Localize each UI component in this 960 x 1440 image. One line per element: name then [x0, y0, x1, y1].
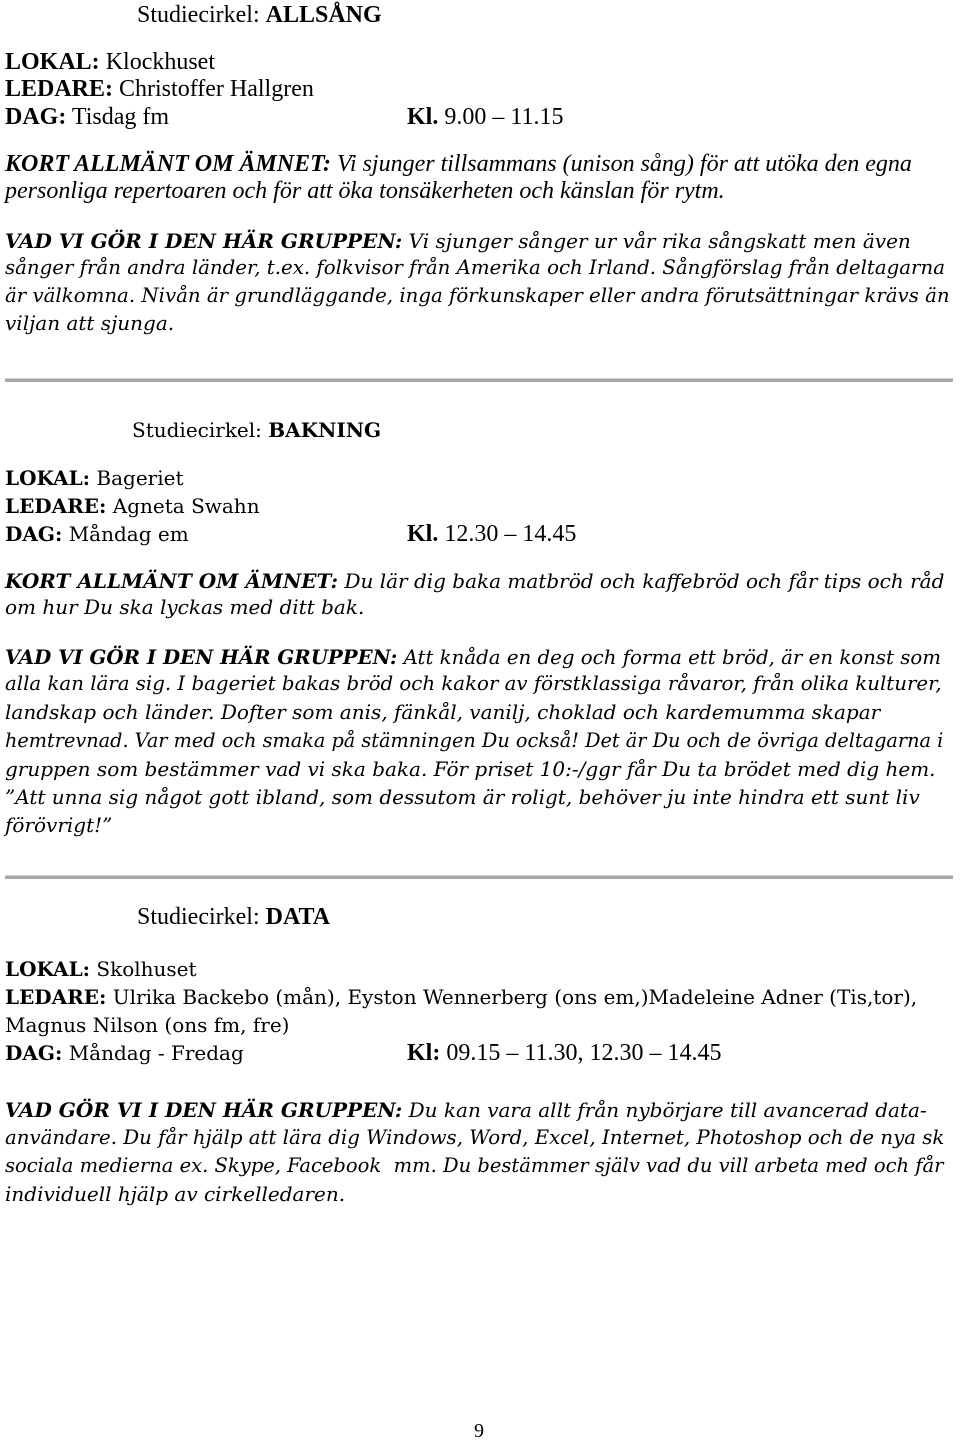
allsang-tid	[407, 103, 563, 131]
tid-label: Kl.	[407, 104, 439, 130]
vad-text: Du kan vara allt från nybörjare till avancerad data-	[408, 1098, 927, 1122]
allsang-vad-line: viljan att sjunga.	[5, 311, 175, 335]
data-tid	[407, 1039, 721, 1067]
allsang-vad-line: sånger från andra länder, t.ex. folkvisor från Amerika och Irland. Sångförslag från deltagarna	[5, 256, 945, 279]
data-ledare-line: Magnus Nilson (ons fm, fre)	[5, 1013, 290, 1037]
kort-label: KORT ALLMÄNT OM ÄMNET:	[5, 569, 339, 593]
allsang-lokal	[5, 48, 215, 76]
data-dag	[5, 1039, 244, 1067]
data-ledare	[5, 983, 917, 1011]
data-lokal	[5, 955, 197, 983]
ledare-label: LEDARE:	[5, 985, 107, 1009]
section-divider	[5, 378, 953, 382]
dag-label: DAG:	[5, 104, 67, 130]
data-vad-line: sociala medierna ex. Skype, Facebook mm. Du bestämmer själv vad du vill arbeta med och får	[5, 1154, 944, 1177]
data-vad-line: individuell hjälp av cirkelledaren.	[5, 1182, 346, 1206]
bakning-kort-line: om hur Du ska lyckas med ditt bak.	[5, 595, 365, 619]
tid-value: 09.15 – 11.30, 12.30 – 14.45	[446, 1040, 722, 1066]
tid-label: Kl:	[407, 1040, 441, 1066]
bakning-dag	[5, 520, 189, 548]
dag-label: DAG:	[5, 522, 63, 546]
bakning-vad-line: hemtrevnad. Var med och smaka på stämningen Du också! Det är Du och de övriga deltagarna i	[5, 729, 944, 752]
vad-label: VAD VI GÖR I DEN HÄR GRUPPEN:	[5, 229, 403, 253]
bakning-tid	[407, 520, 576, 548]
data-vad-line	[5, 1096, 927, 1124]
kort-text: Du lär dig baka matbröd och kaffebröd och får tips och råd	[344, 569, 945, 593]
bakning-vad-line: landskap och länder. Dofter som anis, fänkål, vanilj, choklad och kardemumma skapar	[5, 700, 881, 724]
ledare-label: LEDARE:	[5, 76, 114, 102]
allsang-kort-line	[5, 150, 912, 178]
ledare-value: Ulrika Backebo (mån), Eyston Wennerberg (ons em,)Madeleine Adner (Tis,tor),	[112, 985, 918, 1009]
allsang-kort-line: personliga repertoaren och för att öka tonsäkerheten och känslan för rytm.	[5, 178, 725, 204]
vad-label: VAD VI GÖR I DEN HÄR GRUPPEN:	[5, 645, 398, 669]
lokal-label: LOKAL:	[5, 49, 100, 75]
bakning-vad-line	[5, 643, 941, 671]
dag-value: Tisdag fm	[71, 104, 170, 130]
ledare-label: LEDARE:	[5, 494, 107, 518]
bakning-lokal	[5, 464, 183, 492]
page-number: 9	[474, 1420, 484, 1440]
bakning-vad-line: gruppen som bestämmer vad vi ska baka. För priset 10:-/ggr får Du ta brödet med dig hem.	[5, 757, 936, 781]
dag-value: Måndag - Fredag	[68, 1041, 244, 1065]
bakning-ledare	[5, 492, 260, 520]
kort-text: Vi sjunger tillsammans (unison sång) för att utöka den egna	[337, 151, 912, 177]
heading-prefix: Studiecirkel:	[137, 2, 260, 28]
section-divider	[5, 875, 953, 879]
allsang-vad-line	[5, 227, 911, 255]
bakning-heading	[132, 416, 381, 444]
heading-name: BAKNING	[268, 418, 382, 442]
ledare-value: Christoffer Hallgren	[119, 76, 314, 102]
data-vad-line: användare. Du får hjälp att lära dig Windows, Word, Excel, Internet, Photoshop och de nya sk	[5, 1126, 945, 1149]
tid-label: Kl.	[407, 521, 439, 547]
heading-prefix: Studiecirkel:	[132, 418, 262, 442]
vad-label: VAD GÖR VI I DEN HÄR GRUPPEN:	[5, 1098, 403, 1122]
dag-label: DAG:	[5, 1041, 63, 1065]
bakning-vad-line: alla kan lära sig. I bageriet bakas bröd och kakor av förstklassiga råvaror, från olika kulturer,	[5, 672, 942, 695]
vad-text: Vi sjunger sånger ur vår rika sångskatt men även	[408, 229, 911, 253]
lokal-value: Klockhuset	[105, 49, 215, 75]
bakning-vad-line: ”Att unna sig något gott ibland, som dessutom är roligt, behöver ju inte hindra ett sunt liv	[5, 785, 920, 809]
data-heading	[137, 903, 330, 931]
kort-label: KORT ALLMÄNT OM ÄMNET:	[5, 151, 332, 177]
lokal-label: LOKAL:	[5, 957, 91, 981]
tid-value: 9.00 – 11.15	[444, 104, 564, 130]
vad-text: Att knåda en deg och forma ett bröd, är en konst som	[403, 646, 942, 669]
heading-prefix: Studiecirkel:	[137, 904, 260, 930]
dag-value: Måndag em	[68, 522, 189, 546]
tid-value: 12.30 – 14.45	[444, 521, 577, 547]
allsang-heading	[137, 1, 382, 29]
allsang-dag	[5, 103, 169, 131]
ledare-value: Agneta Swahn	[112, 494, 260, 518]
bakning-kort-line	[5, 567, 944, 595]
bakning-vad-line: förövrigt!”	[5, 813, 113, 837]
heading-name: ALLSÅNG	[265, 2, 382, 28]
lokal-value: Bageriet	[96, 466, 184, 490]
heading-name: DATA	[265, 904, 331, 930]
lokal-value: Skolhuset	[96, 957, 197, 981]
lokal-label: LOKAL:	[5, 466, 91, 490]
allsang-vad-line: är välkomna. Nivån är grundläggande, inga förkunskaper eller andra förutsättningar krävs än	[5, 284, 950, 307]
allsang-ledare	[5, 75, 314, 103]
